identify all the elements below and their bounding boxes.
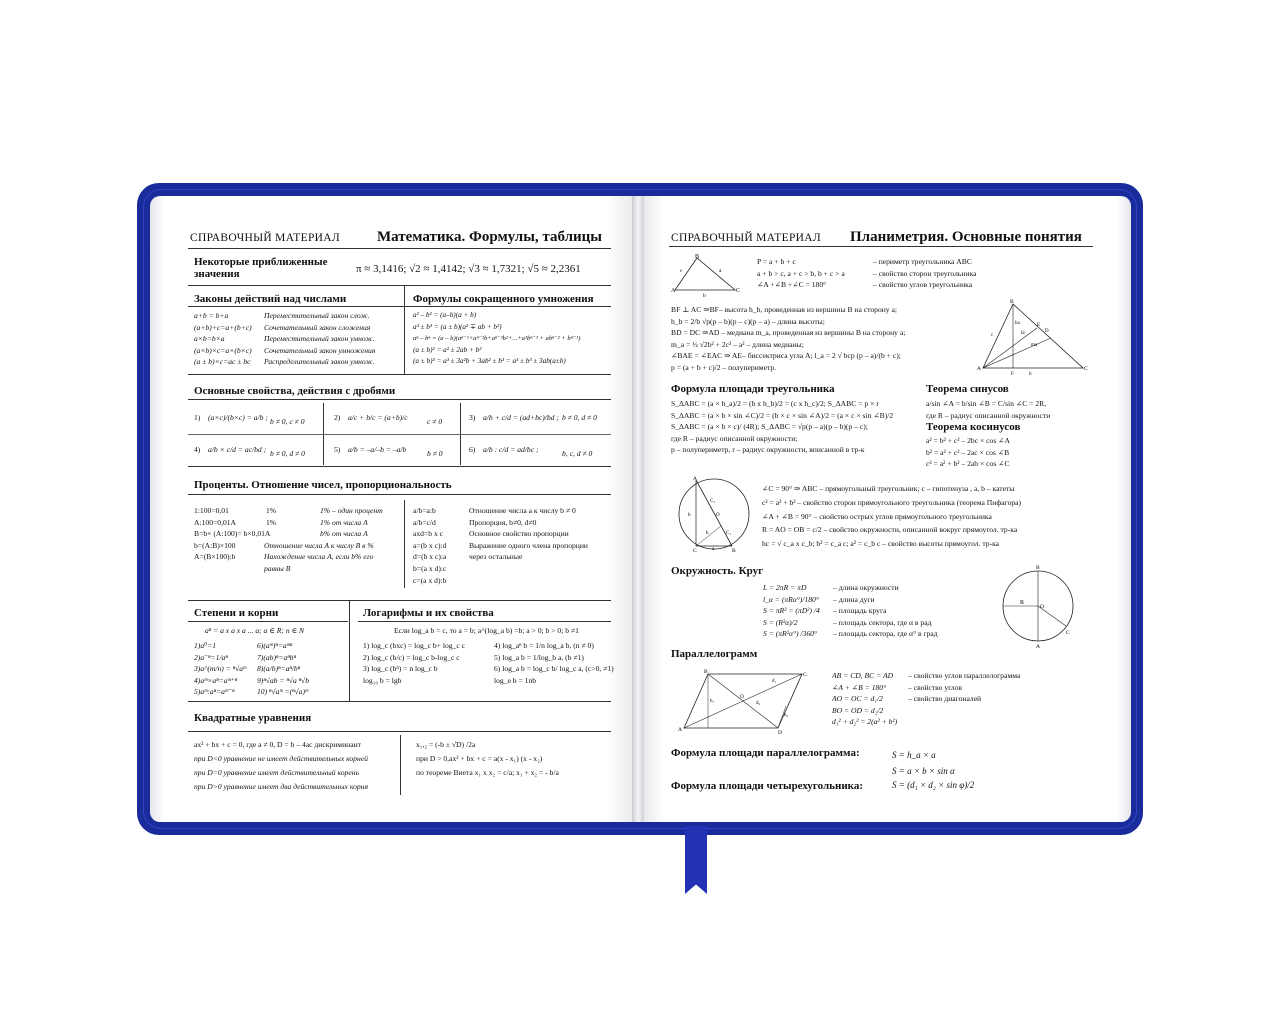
circle-heading: Окружность. Круг: [671, 565, 764, 577]
bookmark-ribbon: [685, 826, 707, 894]
fraction-cond-6: b, c, d ≠ 0: [562, 449, 593, 458]
fraction-formula-4: a/b × c/d = ac/bd ;: [208, 445, 267, 454]
triangle-figure: [671, 254, 741, 299]
svg-text:h₁: h₁: [710, 699, 715, 704]
svg-text:A: A: [1036, 644, 1040, 650]
svg-text:C: C: [693, 548, 697, 554]
percent-col-3: 1% – один процент 1% от числа А b% от числа А Отношение числа А к числу В в % Нахождение числа А, если b% его равны В: [264, 506, 383, 573]
left-page-label: СПРАВОЧНЫЙ МАТЕРИАЛ: [190, 232, 340, 244]
left-page-title: Математика. Формулы, таблицы: [377, 229, 603, 245]
svg-text:d₁: d₁: [772, 679, 777, 684]
laws-descriptions: Переместительный закон слож. Сочетательный закон сложения Переместительный закон умнож. Сочетательный закон умножения Распределительный закон умнож.: [264, 311, 376, 367]
right-triangle-lines: ∠C = 90° ⇒ ABC – прямоугольный треугольник; c – гипотенуза , a, b – катеты c² = a² + b² – свойство сторон прямоугольного треугольника (теорема Пифагора) ∠A + ∠B = 90° – свойство острых углов прямоугольного треугольника R = AO = OB = c/2 – свойство окружности, описанной вокруг прямоугол. тр-ка hc = √ c_a x c_b; b² = c_a c; a² = c_b c – свойство высоты прямоугол. тр-ка: [762, 484, 1022, 549]
powers-definition: aⁿ = a x a x a ... a; a ∈ R; n ∈ N: [205, 626, 305, 635]
page-gutter: [632, 196, 644, 822]
approx-values: π ≈ 3,1416; √2 ≈ 1,4142; √3 ≈ 1,7321; √5 ≈ 2,2361: [356, 263, 581, 275]
fraction-formula-5: a/b = –a/–b = –a/b: [348, 445, 407, 454]
percent-heading: Проценты. Отношение чисел, пропорциональность: [194, 479, 452, 491]
fraction-cond-5: b ≠ 0: [427, 449, 443, 458]
fraction-cond-1: b ≠ 0, c ≠ 0: [270, 417, 305, 426]
triangle-lines: BF ⊥ AC ⇒BF– высота h_b, проведенная из вершины В на сторону а; h_b = 2/b √p(p – b)(p – c)(p – a) – длина высоты; BD = DC ⇒AD – медиана m_a, проведенная из вершины В на сторону а; m_a = ½ √2b² + 2c² – a² – длина медианы; ∠BAE = ∠EAC ⇒ AE– биссектриса угла A; l_a = 2 √ bcp (p – a)/(b + c); p = (a + b + c)/2 – полупериметр.: [671, 305, 906, 372]
parallelogram-descriptions: – свойство углов параллелограмма – свойство углов – свойство диагоналей: [908, 671, 1021, 704]
fraction-formula-2: a/c + b/c = (a+b)/c: [348, 413, 408, 422]
percent-col-4: a/b=a:b a/b=c/d axd=b x c a=(b x c):d d=(b x c):a b=(a x d):c c=(a x d):b: [413, 506, 447, 585]
svg-text:B: B: [1036, 565, 1040, 571]
svg-text:O: O: [740, 694, 744, 700]
vertex-a-label: A: [671, 288, 676, 294]
quadratic-col-a: ax² + bx + c = 0, где a ≠ 0, D = b – 4ac дискриминант при D<0 уравнение не имеет действительных корней при D=0 уравнение имеет действительный корень при D>0 уравнение имеет два действительных корня: [194, 740, 368, 791]
parallelogram-formulas: AB = CD, BC = AD ∠A + ∠B = 180° AO = OC = d₁/2 BO = OD = d₂/2 d₁² + d₂² = 2(a² + b²): [832, 671, 898, 727]
svg-text:ha: ha: [1015, 321, 1020, 326]
svg-text:c: c: [991, 333, 994, 338]
sines-heading: Теорема синусов: [926, 383, 1009, 395]
logs-definition: Если log_a b = c, то a = b; a^(log_a b) =b; a > 0; b > 0; b ≠1: [394, 626, 579, 635]
side-c-label: c: [680, 268, 683, 274]
approx-heading: Некоторые приближенные значения: [194, 256, 328, 280]
parallelogram-figure: [676, 668, 808, 734]
powers-heading: Степени и корни: [194, 607, 279, 619]
svg-text:C₁: C₁: [726, 531, 732, 536]
percent-col-2: 1% 1%: [266, 506, 277, 527]
svg-text:a: a: [712, 547, 715, 552]
laws-formulas: a+b = b+a (a+b)+c=a+(b+c) a×b=b×a (a×b)×c=a×(b×c) (a ± b)×c=ac ± bc: [194, 311, 252, 367]
laws-heading: Законы действий над числами: [194, 293, 347, 305]
parallelogram-heading: Параллелограмм: [671, 648, 758, 660]
cosines-heading: Теорема косинусов: [926, 421, 1021, 433]
svg-text:C: C: [803, 672, 807, 678]
fraction-formula-6: a/b : c/d = ad/bc ;: [483, 445, 539, 454]
short-mult-list: a² – b² = (a–b)(a + b) a³ ± b³ = (a ± b)(a² ∓ ab + b²) aⁿ – bⁿ = (a – b)(aⁿ⁻¹+aⁿ⁻²b+aⁿ⁻³b²+...+a²bⁿ⁻³ + abⁿ⁻² + bⁿ⁻¹) (a ± b)² = a² ± 2ab + b² (a ± b)³ = a³ ± 3a²b + 3ab² ± b³ = a³ ± b³ ± 3ab(a±b): [413, 311, 581, 366]
svg-text:A: A: [678, 727, 682, 733]
fraction-cond-2: c ≠ 0: [427, 417, 443, 426]
svg-text:h: h: [706, 531, 709, 536]
svg-text:O: O: [1040, 604, 1044, 610]
right-page-title: Планиметрия. Основные понятия: [850, 229, 1082, 245]
svg-text:h₂: h₂: [784, 713, 789, 718]
logs-heading: Логарифмы и их свойства: [363, 607, 494, 619]
area-lines: S_ΔABC = (a × h_a)/2 = (b x h_b)/2 = (c x h_c)/2; S_ΔABC = p × r S_ΔABC = (a × b × sin ∠C)/2 = (b × c × sin ∠A)/2 = (a × c × sin ∠B)/2 S_ΔABC = (a × b × c)/ (4R); S_ΔABC = √p(p – a)(p – b)(p – c); где R – радиус описанной окружности; р – полупериметр, r – радиус окружности, вписанной в тр-к: [671, 399, 894, 455]
quadratic-col-b: x₁,₂ = (-b ± √D) /2a при D > 0,ax² + bx + c = a(x - x₁) (x - x₂) по теореме Виета x₁ x x₂ = c/a; x₁ + x₂ = - b/a: [416, 740, 559, 777]
sines-lines: a/sin ∠A = b/sin ∠B = C/sin ∠C = 2R, где R – радиус описанной окружности: [926, 399, 1051, 420]
fraction-formula-3: a/b + c/d = (ad+bc)/bd ;: [483, 413, 559, 422]
vertex-c-label: C: [736, 288, 741, 294]
powers-col-b: 6)(aᵐ)ⁿ=aᵐⁿ 7)(ab)ⁿ=aⁿbⁿ 8)(a/b)ⁿ=aⁿ/bⁿ 9)ⁿ√ab = ⁿ√a ⁿ√b 10) ⁿ√aᵐ =(ⁿ√a)ᵐ: [257, 641, 310, 697]
fraction-cond-4: b ≠ 0, d ≠ 0: [270, 449, 305, 458]
svg-text:E: E: [1037, 323, 1041, 328]
cosines-lines: a² = b² + c² – 2bc × cos ∠A b² = a² + c² – 2ac × cos ∠B c² = a² + b² – 2ab × cos ∠C: [926, 436, 1011, 469]
circle-descriptions: – длина окружности – длина дуги – площадь круга – площадь сектора, где α в рад – площадь сектора, где α° в град: [833, 583, 938, 639]
svg-text:F: F: [1011, 372, 1014, 377]
right-page-label: СПРАВОЧНЫЙ МАТЕРИАЛ: [671, 232, 821, 244]
parallelogram-area-heading: Формула площади параллелограмма:: [671, 747, 860, 759]
area-heading: Формула площади треугольника: [671, 383, 835, 395]
side-a-label: a: [719, 268, 722, 274]
fraction-formula-1: (a×c)/(b×c) = a/b ;: [208, 413, 268, 422]
svg-text:b: b: [1029, 372, 1032, 377]
svg-text:A: A: [693, 476, 697, 482]
svg-text:C: C: [1084, 366, 1088, 372]
circle-formulas: L = 2πR = πD l_α = (πRα°)/180° S = πR² = (πD²) /4 S = (R²α)/2 S = (πR²α°) /360°: [763, 583, 820, 639]
svg-text:O: O: [716, 513, 720, 518]
quadrilateral-area-line: S = (d₁ × d₂ × sin φ)/2: [892, 780, 975, 790]
side-b-label: b: [703, 293, 706, 299]
triangle-formulas: P = a + b + c a + b > c, a + c > b, b + c > a ∠A +∠B +∠C = 180°: [757, 257, 845, 290]
logs-col-b: 4) log_aⁿ b = 1/n log_a b, (n ≠ 0) 5) log_a b = 1/log_b a, (b ≠1) 6) log_a b = log_c b/ log_c a, (c>0, ≠1) log_e b = 1nb: [494, 641, 614, 685]
svg-text:B: B: [732, 548, 736, 554]
svg-text:la: la: [1021, 331, 1025, 336]
right-triangle-circle-figure: [676, 476, 752, 554]
parallelogram-area-lines: S = h_a × a S = a × b × sin α: [892, 750, 955, 776]
svg-text:C₂: C₂: [710, 499, 716, 504]
svg-text:A: A: [977, 366, 981, 372]
svg-text:b: b: [688, 513, 691, 518]
quadrilateral-area-heading: Формула площади четырехугольника:: [671, 780, 864, 792]
svg-text:B: B: [704, 669, 708, 675]
svg-text:C: C: [1066, 630, 1070, 636]
powers-col-a: 1)a⁰=1 2)a⁻ⁿ=1/aⁿ 3)a^(m/n) = ⁿ√aᵐ 4)aᵐ×aⁿ=aᵐ⁺ⁿ 5)aᵐ:aⁿ=aᵐ⁻ⁿ: [194, 641, 247, 697]
fractions-heading: Основные свойства, действия с дробями: [194, 385, 396, 397]
svg-text:D: D: [1045, 329, 1049, 334]
svg-text:R: R: [1020, 600, 1025, 606]
fraction-cond-3: b ≠ 0, d ≠ 0: [562, 413, 597, 422]
triangle-heights-figure: [975, 298, 1090, 376]
percent-col-1: 1:100=0,01 A:100=0,01A B=b× (A:100)= b×0,01A b=(A:B)×100 A=(B×100):b: [194, 506, 271, 562]
percent-col-5: Отношение числа a к числу b ≠ 0 Пропорция, b≠0, d≠0 Основное свойство пропорции Выражение одного члена пропорции через остальные: [469, 506, 588, 562]
triangle-descriptions: – периметр треугольника АВС – свойство сторон треугольника – свойство углов треугольника: [873, 257, 977, 290]
circle-figure: [1000, 564, 1076, 648]
logs-col-a: 1) log_c (bxc) = log_c b+ log_c c 2) log_c (b/c) = log_c b-log_c c 3) log_c (bⁿ) = n log_c b log₁₀ b = lgb: [363, 641, 465, 685]
svg-text:d₂: d₂: [756, 701, 761, 706]
short-mult-heading: Формулы сокращенного умножения: [413, 293, 594, 305]
svg-text:ma: ma: [1031, 343, 1038, 348]
vertex-b-label: B: [695, 254, 700, 260]
quadratic-heading: Квадратные уравнения: [194, 712, 312, 724]
svg-text:D: D: [778, 730, 782, 736]
svg-text:B: B: [1010, 299, 1014, 305]
